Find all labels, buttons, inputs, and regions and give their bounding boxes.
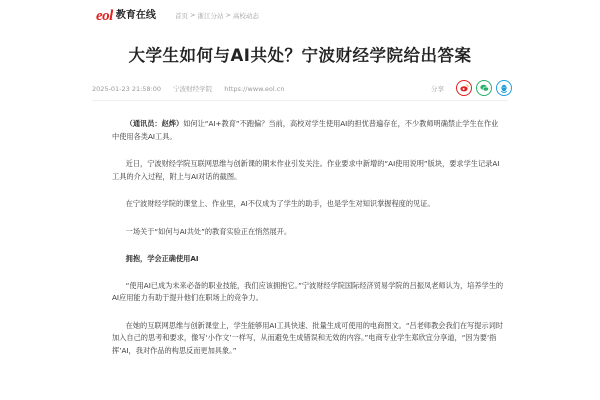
paragraph: 近日，宁波财经学院互联网思维与创新课的期末作业引发关注。作业要求中新增的“AI使用说明”版块，要求学生记录AI工具的介入过程，附上与AI对话的截图。: [112, 159, 500, 181]
article-meta: [92, 84, 294, 93]
paragraph: 在她的互联网思维与创新课堂上，学生能够用AI工具快速、批量生成可使用的电商图文。“吕老师教会我们在写提示词时加入自己的思考和要求，像写‘小作文’一样写，从而避免生成错误和无效的内容。”电商专业学生郑欣宜分享道，“因为要‘指挥’AI，我对作品的构思反而更加具象。”: [112, 320, 503, 355]
share-label: 分享: [431, 84, 444, 93]
breadcrumb-separator: >: [225, 11, 231, 19]
site-url: https://www.eol.cn: [224, 85, 285, 93]
paragraph: 在宁波财经学院的课堂上、作业里，AI不仅成为了学生的助手，也是学生对知识掌握程度的见证。: [125, 199, 435, 208]
qq-icon[interactable]: [496, 80, 512, 96]
paragraph: [112, 118, 504, 143]
weibo-icon[interactable]: [456, 80, 472, 96]
site-header: [0, 0, 600, 30]
article-source: 宁波财经学院: [173, 85, 213, 93]
paragraph-text: 如何让“AI+教育”不跑偏？当前，高校对学生使用AI的担忧普遍存在，不少教师明确禁止学生在作业中使用各类AI工具。: [112, 119, 499, 141]
breadcrumb-home[interactable]: 首页: [175, 12, 188, 20]
section-heading: 拥抱，学会正确使用AI: [125, 254, 199, 263]
breadcrumb-separator: >: [190, 11, 196, 19]
site-logo[interactable]: [96, 8, 156, 24]
logo-mark: eol: [96, 8, 113, 24]
article-title: 大学生如何与AI共处？宁波财经学院给出答案: [128, 46, 472, 65]
paragraph: “使用AI已成为未来必备的职业技能，我们应该拥抱它。”宁波财经学院国际经济贸易学院的吕振凤老师认为，培养学生的AI应用能力有助于提升他们在职场上的竞争力。: [112, 280, 504, 302]
article-body: [112, 118, 504, 372]
publish-date: 2025-01-23 21:58:00: [92, 85, 162, 93]
reporter-credit: （通讯员：赵烨）: [125, 119, 184, 128]
paragraph: 一场关于“如何与AI共处”的教育实验正在悄然展开。: [125, 226, 292, 236]
breadcrumb: [175, 11, 259, 20]
share-bar: [431, 80, 512, 96]
wechat-icon[interactable]: [476, 80, 492, 96]
breadcrumb-zhejiang[interactable]: 浙江分站: [197, 12, 224, 20]
meta-divider: [92, 100, 508, 101]
breadcrumb-campus-news[interactable]: 高校动态: [232, 12, 259, 20]
logo-text: 教育在线: [115, 10, 156, 21]
